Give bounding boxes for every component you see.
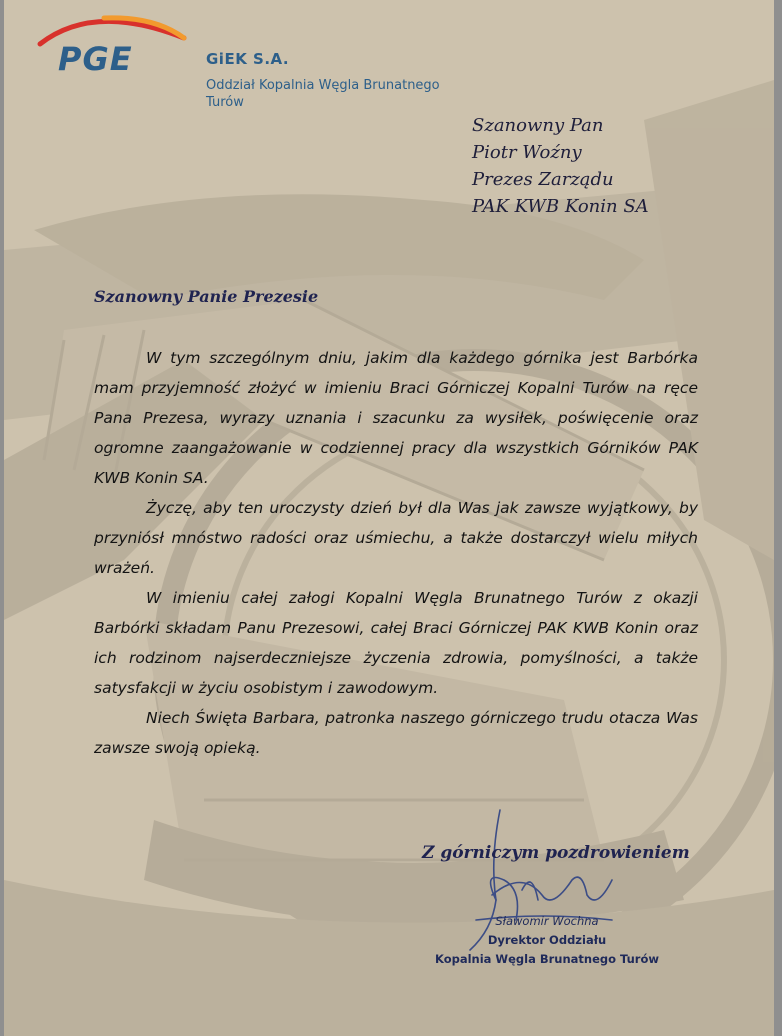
recipient-line: Piotr Woźny	[472, 142, 582, 163]
recipient-line: Szanowny Pan	[472, 115, 604, 136]
recipient-block	[472, 112, 649, 220]
letter-page	[4, 0, 774, 1036]
paragraph: Życzę, aby ten uroczysty dzień był dla Was jak zawsze wyjątkowy, by przyniósł mnóstwo radości oraz uśmiechu, a także dostarczył wielu miłych wrażeń.	[94, 499, 698, 577]
paragraph: W tym szczególnym dniu, jakim dla każdego górnika jest Barbórka mam przyjemność złożyć w imieniu Braci Górniczej Kopalni Turów na ręce Pana Prezesa, wyrazy uznania i szacunku za wysiłek, poświęcenie oraz ogromne zaangażowanie w codziennej pracy dla wszystkich Górników PAK KWB Konin SA.	[94, 349, 698, 487]
letter-body	[94, 343, 698, 763]
signer-name: Sławomir Wochna	[495, 914, 599, 928]
signer-role: Dyrektor Oddziału	[487, 933, 607, 947]
paragraph: W imieniu całej załogi Kopalni Węgla Brunatnego Turów z okazji Barbórki składam Panu Prezesowi, całej Braci Górniczej PAK KWB Konin oraz ich rodzinom najserdeczniejsze życzenia zdrowia, pomyślności, a także satysfakcji w życiu osobistym i zawodowym.	[94, 589, 698, 697]
pge-logo	[34, 8, 194, 78]
branch-name: Oddział Kopalnia Węgla Brunatnego Turów	[206, 78, 440, 110]
paragraph: Niech Święta Barbara, patronka naszego górniczego trudu otacza Was zawsze swoją opieką.	[94, 709, 698, 757]
signer-block	[416, 912, 678, 969]
company-block	[206, 50, 476, 111]
recipient-line: PAK KWB Konin SA	[472, 196, 649, 217]
company-name: GiEK S.A.	[206, 50, 290, 68]
recipient-line: Prezes Zarządu	[472, 169, 614, 190]
closing-phrase: Z górniczym pozdrowieniem	[422, 843, 690, 863]
logo-text: PGE	[58, 40, 133, 78]
signer-unit: Kopalnia Węgla Brunatnego Turów	[434, 952, 659, 966]
salutation: Szanowny Panie Prezesie	[94, 287, 319, 306]
